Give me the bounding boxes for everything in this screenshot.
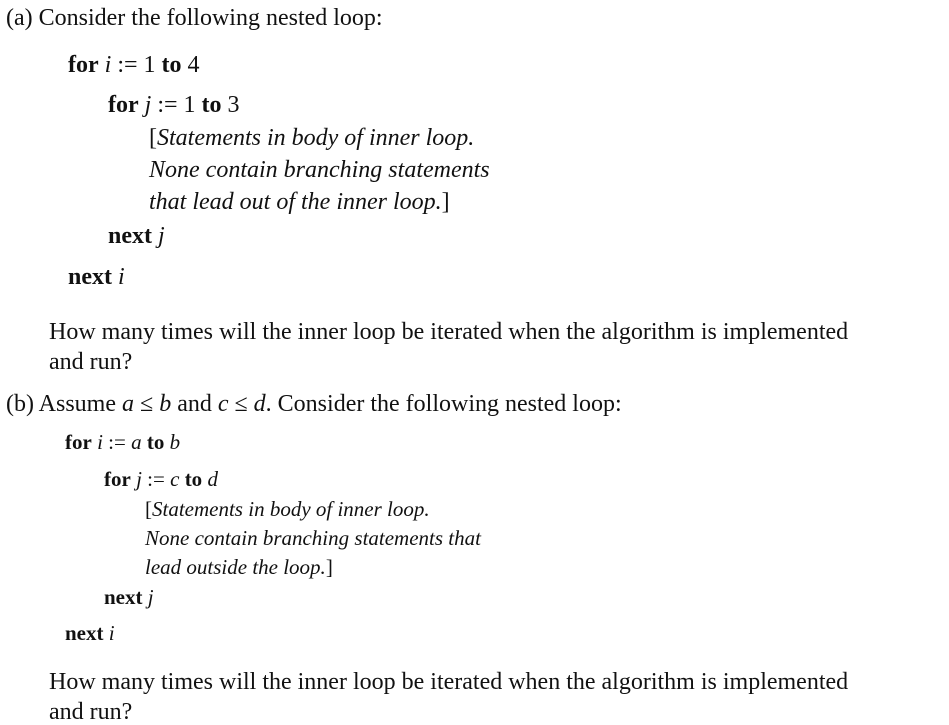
body-text: that lead out of the inner loop. bbox=[149, 189, 442, 215]
var-a: a bbox=[122, 391, 135, 417]
leq-symbol: ≤ bbox=[140, 391, 154, 417]
var-b: b bbox=[159, 391, 172, 417]
keyword-next: next bbox=[104, 585, 143, 609]
leq-symbol: ≤ bbox=[234, 391, 248, 417]
part-a-intro-text: Consider the following nested loop: bbox=[38, 5, 383, 31]
loop-end: 3 bbox=[227, 92, 240, 118]
assignment: := bbox=[108, 430, 126, 454]
loop-variable: i bbox=[118, 264, 125, 290]
part-a-body-line-1 bbox=[149, 126, 474, 150]
loop-end: 4 bbox=[187, 52, 200, 78]
part-b-outer-for bbox=[65, 432, 180, 453]
keyword-for: for bbox=[104, 467, 131, 491]
keyword-for: for bbox=[108, 92, 139, 118]
body-text: Statements in body of inner loop. bbox=[152, 497, 430, 521]
loop-variable: i bbox=[104, 52, 112, 78]
assignment: := 1 bbox=[117, 52, 156, 78]
part-a-label: (a) bbox=[6, 5, 33, 31]
loop-variable: j bbox=[136, 467, 142, 491]
loop-start: a bbox=[131, 430, 142, 454]
part-b-body-line-2 bbox=[145, 528, 481, 549]
body-text: None contain branching statements that bbox=[145, 526, 481, 550]
part-b-label: (b) bbox=[6, 391, 34, 417]
loop-variable: j bbox=[158, 223, 165, 249]
body-close-bracket: ] bbox=[441, 189, 450, 215]
var-d: d bbox=[253, 391, 266, 417]
keyword-to: to bbox=[184, 467, 203, 491]
loop-start: c bbox=[170, 467, 180, 491]
loop-end: d bbox=[207, 467, 218, 491]
body-text: lead outside the loop. bbox=[145, 555, 326, 579]
part-a-question-line-2: and run? bbox=[49, 349, 133, 375]
part-b-inner-for bbox=[104, 469, 218, 490]
keyword-for: for bbox=[68, 52, 99, 78]
part-b-intro-rest: . Consider the following nested loop: bbox=[265, 391, 622, 417]
part-b-next-j bbox=[104, 587, 154, 608]
part-b-next-i bbox=[65, 623, 115, 644]
body-open-bracket: [ bbox=[149, 125, 157, 151]
part-a-intro bbox=[6, 6, 383, 30]
keyword-next: next bbox=[65, 621, 104, 645]
keyword-next: next bbox=[68, 264, 112, 290]
body-open-bracket: [ bbox=[145, 497, 152, 521]
part-a-body-line-3 bbox=[149, 190, 450, 214]
part-b-intro bbox=[6, 392, 622, 416]
part-a-inner-for bbox=[108, 93, 240, 117]
part-b-body-line-3 bbox=[145, 557, 333, 578]
part-b-body-line-1 bbox=[145, 499, 430, 520]
part-b-question-line-2: and run? bbox=[49, 699, 133, 725]
loop-variable: i bbox=[108, 621, 115, 645]
keyword-to: to bbox=[201, 92, 222, 118]
part-a-body-line-2 bbox=[149, 158, 490, 182]
assume-word: Assume bbox=[38, 391, 117, 417]
loop-variable: i bbox=[97, 430, 103, 454]
part-a-next-j bbox=[108, 224, 165, 248]
body-text: None contain branching statements bbox=[149, 157, 490, 183]
part-a-question-line-1: How many times will the inner loop be iterated when the algorithm is implemented bbox=[49, 319, 849, 345]
assignment: := 1 bbox=[157, 92, 196, 118]
keyword-next: next bbox=[108, 223, 152, 249]
part-b-question-line-1: How many times will the inner loop be iterated when the algorithm is implemented bbox=[49, 669, 849, 695]
body-close-bracket: ] bbox=[325, 555, 333, 579]
assignment: := bbox=[147, 467, 165, 491]
loop-variable: j bbox=[147, 585, 154, 609]
body-text: Statements in body of inner loop. bbox=[157, 125, 475, 151]
var-c: c bbox=[217, 391, 229, 417]
and-word: and bbox=[177, 391, 212, 417]
keyword-to: to bbox=[146, 430, 165, 454]
loop-end: b bbox=[169, 430, 181, 454]
part-a-next-i bbox=[68, 265, 125, 289]
part-a-outer-for bbox=[68, 53, 200, 77]
keyword-to: to bbox=[161, 52, 182, 78]
keyword-for: for bbox=[65, 430, 92, 454]
loop-variable: j bbox=[144, 92, 152, 118]
